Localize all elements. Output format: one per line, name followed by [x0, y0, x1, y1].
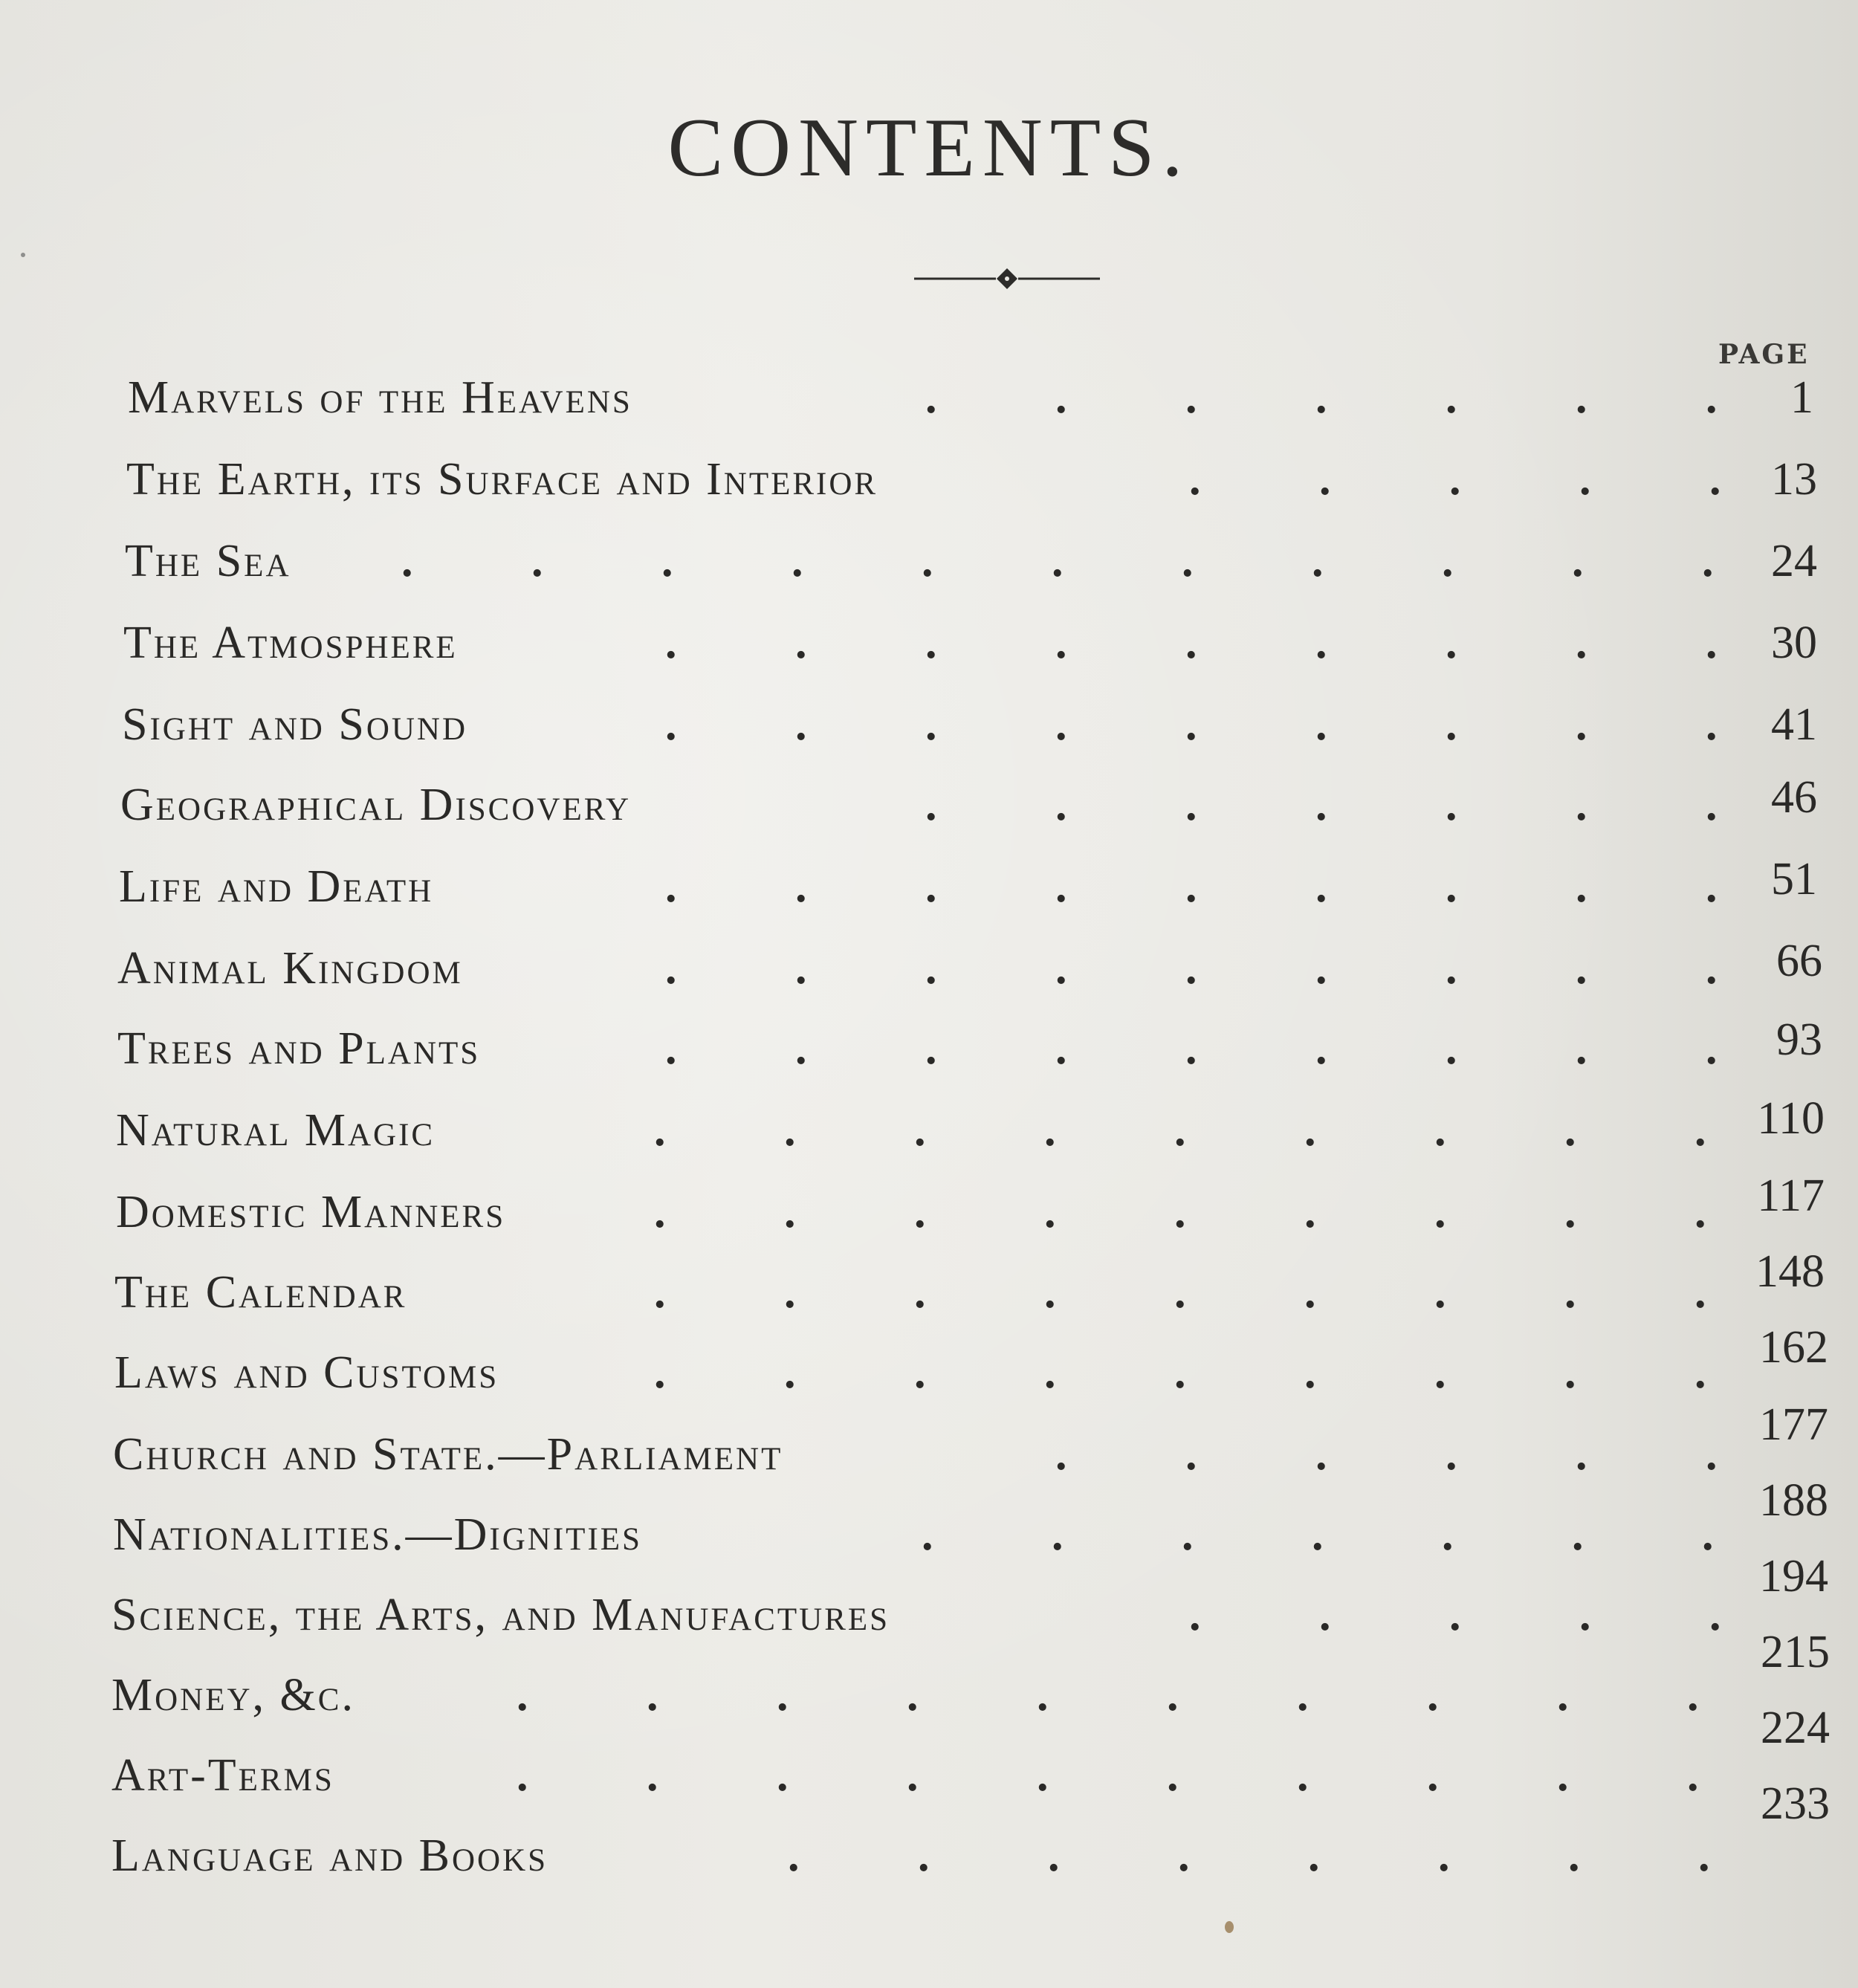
dot-leader: .	[925, 699, 937, 750]
dot-leader: .	[1706, 861, 1718, 912]
dot-leader: .	[1698, 1830, 1710, 1881]
dot-leader: .	[1315, 780, 1327, 830]
dot-leader: .	[1446, 699, 1457, 750]
dot-leader: .	[1167, 1670, 1179, 1720]
dot-leader: .	[1442, 1509, 1454, 1560]
dot-leader: .	[665, 943, 677, 994]
dot-leader: .	[1052, 536, 1064, 586]
toc-entry-page-number: 117	[1757, 1171, 1825, 1221]
dot-leader: .	[1304, 1105, 1316, 1156]
dot-leader: .	[1557, 1750, 1569, 1801]
dot-leader: .	[1706, 943, 1718, 994]
dot-leader: .	[517, 1670, 528, 1720]
dot-leader: .	[795, 699, 807, 750]
dot-leader: .	[1297, 1750, 1309, 1801]
dot-leader: .	[1185, 372, 1197, 423]
dot-leader: .	[1312, 1509, 1324, 1560]
toc-entry-title: Church and State.—Parliament	[113, 1429, 783, 1480]
dot-leader: .	[1174, 1105, 1186, 1156]
dot-leader: .	[1576, 943, 1587, 994]
dot-leader: .	[1449, 454, 1461, 505]
dot-leader: .	[1185, 861, 1197, 912]
dot-leader: .	[1055, 1429, 1067, 1480]
toc-entry-title: Domestic Manners	[116, 1187, 506, 1237]
dot-leader: .	[784, 1267, 796, 1318]
dot-leader: .	[1427, 1750, 1439, 1801]
toc-entry-page-number: 177	[1759, 1399, 1828, 1450]
toc-entry-title: Laws and Customs	[114, 1347, 499, 1398]
dot-leader: .	[1446, 1429, 1457, 1480]
dot-leader: .	[1315, 861, 1327, 912]
dot-leader: .	[1315, 1429, 1327, 1480]
toc-entry	[0, 1014, 1858, 1089]
dot-leader: .	[1702, 536, 1714, 586]
dot-leader: .	[784, 1347, 796, 1398]
dot-leader: .	[661, 536, 673, 586]
dot-leader: .	[1564, 1347, 1576, 1398]
dot-leader: .	[1702, 1509, 1714, 1560]
toc-entry	[0, 617, 1858, 684]
dot-leader: .	[925, 1023, 937, 1074]
toc-entry-title: Language and Books	[111, 1830, 548, 1881]
dot-leader: .	[1706, 372, 1718, 423]
dot-leader: .	[1189, 454, 1201, 505]
dot-leader: .	[1706, 1429, 1718, 1480]
dot-leader: .	[914, 1347, 926, 1398]
dot-leader: .	[1055, 1023, 1067, 1074]
dot-leader: .	[1434, 1267, 1446, 1318]
toc-entry-page-number: 110	[1757, 1093, 1825, 1144]
dot-leader: .	[1576, 1023, 1587, 1074]
dot-leader: .	[1055, 372, 1067, 423]
foxing-spot	[1225, 1921, 1234, 1933]
dot-leader: .	[647, 1750, 658, 1801]
dot-leader: .	[795, 943, 807, 994]
dot-leader: .	[665, 618, 677, 668]
dot-leader: .	[1706, 699, 1718, 750]
dot-leader: .	[1449, 1590, 1461, 1640]
toc-entry	[0, 1778, 1858, 1897]
dot-leader: .	[1576, 780, 1587, 830]
dot-leader: .	[1576, 618, 1587, 668]
dot-leader: .	[788, 1830, 800, 1881]
dot-leader: .	[654, 1347, 666, 1398]
dot-leader: .	[914, 1187, 926, 1237]
dot-leader: .	[1304, 1187, 1316, 1237]
toc-entry-page-number: 194	[1759, 1551, 1828, 1602]
dot-leader: .	[1694, 1105, 1706, 1156]
toc-entry-page-number: 13	[1771, 454, 1817, 505]
dot-leader: .	[925, 618, 937, 668]
dot-leader: .	[1446, 618, 1457, 668]
toc-entry-page-number: 162	[1759, 1322, 1828, 1373]
toc-entry	[0, 1322, 1858, 1414]
dot-leader: .	[517, 1750, 528, 1801]
dot-leader: .	[907, 1670, 919, 1720]
toc-entry	[0, 1246, 1858, 1333]
dot-leader: .	[1319, 454, 1331, 505]
toc-entry	[0, 453, 1858, 520]
dot-leader: .	[784, 1105, 796, 1156]
dot-leader: .	[401, 536, 413, 586]
dot-leader: .	[777, 1750, 789, 1801]
dot-leader: .	[792, 536, 803, 586]
dot-leader: .	[1446, 372, 1457, 423]
toc-entry	[0, 372, 1858, 438]
dot-leader: .	[1055, 861, 1067, 912]
dot-leader: .	[1572, 1509, 1584, 1560]
dot-leader: .	[1044, 1105, 1056, 1156]
toc-entry-page-number: 24	[1771, 536, 1817, 586]
dot-leader: .	[1446, 943, 1457, 994]
dot-leader: .	[1434, 1187, 1446, 1237]
dot-leader: .	[1055, 943, 1067, 994]
dot-leader: .	[1564, 1105, 1576, 1156]
dot-leader: .	[1174, 1347, 1186, 1398]
page-column-label: PAGE	[1718, 339, 1810, 370]
toc-entry-page-number: 51	[1771, 854, 1817, 904]
dot-leader: .	[1185, 699, 1197, 750]
dot-leader: .	[1564, 1187, 1576, 1237]
dot-leader: .	[1572, 536, 1584, 586]
toc-entry-page-number: 93	[1776, 1014, 1822, 1065]
toc-entry	[0, 1399, 1858, 1495]
dot-leader: .	[665, 861, 677, 912]
dot-leader: .	[777, 1670, 789, 1720]
toc-entry-title: Animal Kingdom	[117, 943, 463, 994]
toc-entry	[0, 854, 1858, 927]
dot-leader: .	[1312, 536, 1324, 586]
dot-leader: .	[1319, 1590, 1331, 1640]
toc-entry	[0, 535, 1858, 602]
dot-leader: .	[654, 1105, 666, 1156]
dot-leader: .	[1709, 454, 1721, 505]
dot-leader: .	[907, 1750, 919, 1801]
dot-leader: .	[1694, 1347, 1706, 1398]
dot-leader: .	[795, 618, 807, 668]
dot-leader: .	[1304, 1267, 1316, 1318]
dot-leader: .	[1308, 1830, 1320, 1881]
dot-leader: .	[1315, 943, 1327, 994]
toc-entry	[0, 772, 1858, 846]
dot-leader: .	[1442, 536, 1454, 586]
dot-leader: .	[1055, 699, 1067, 750]
toc-entry-title: The Earth, its Surface and Interior	[126, 454, 878, 505]
dot-leader: .	[1044, 1187, 1056, 1237]
dot-leader: .	[1315, 699, 1327, 750]
toc-entry	[0, 1703, 1858, 1816]
dot-leader: .	[1037, 1750, 1049, 1801]
dot-leader: .	[1052, 1509, 1064, 1560]
dot-leader: .	[1576, 372, 1587, 423]
dot-leader: .	[647, 1670, 658, 1720]
dot-leader: .	[1446, 780, 1457, 830]
toc-entry-page-number: 41	[1771, 699, 1817, 750]
dot-leader: .	[1687, 1670, 1699, 1720]
toc-entry	[0, 1627, 1858, 1736]
dot-leader: .	[1446, 861, 1457, 912]
dot-leader: .	[665, 1023, 677, 1074]
dot-leader: .	[654, 1267, 666, 1318]
toc-entry-title: Life and Death	[119, 861, 434, 912]
dot-leader: .	[1687, 1750, 1699, 1801]
dot-leader: .	[1434, 1347, 1446, 1398]
toc-entry-page-number: 46	[1771, 772, 1817, 823]
toc-entry-title: Geographical Discovery	[120, 780, 632, 830]
dot-leader: .	[1174, 1187, 1186, 1237]
dot-leader: .	[784, 1187, 796, 1237]
dot-leader: .	[1446, 1023, 1457, 1074]
dot-leader: .	[1048, 1830, 1060, 1881]
dot-leader: .	[1182, 536, 1194, 586]
dot-leader: .	[795, 861, 807, 912]
dot-leader: .	[1315, 618, 1327, 668]
toc-entry	[0, 1093, 1858, 1171]
toc-entry-title: Art-Terms	[111, 1750, 334, 1801]
toc-entry-page-number: 233	[1761, 1778, 1830, 1829]
dot-leader: .	[914, 1105, 926, 1156]
dot-leader: .	[1438, 1830, 1450, 1881]
dot-leader: .	[1576, 699, 1587, 750]
dot-leader: .	[1297, 1670, 1309, 1720]
dot-leader: .	[1709, 1590, 1721, 1640]
toc-entry	[0, 1171, 1858, 1253]
dot-leader: .	[1427, 1670, 1439, 1720]
toc-entry-page-number: 66	[1776, 936, 1822, 986]
dot-leader: .	[925, 372, 937, 423]
toc-entry	[0, 1475, 1858, 1576]
dot-leader: .	[1706, 780, 1718, 830]
toc-entry-title: Trees and Plants	[117, 1023, 481, 1074]
dot-leader: .	[925, 861, 937, 912]
dot-leader: .	[1167, 1750, 1179, 1801]
dot-leader: .	[1579, 454, 1591, 505]
dot-leader: .	[1706, 1023, 1718, 1074]
dot-leader: .	[1037, 1670, 1049, 1720]
dot-leader: .	[914, 1267, 926, 1318]
dot-leader: .	[922, 536, 933, 586]
dot-leader: .	[1576, 861, 1587, 912]
dot-leader: .	[1055, 618, 1067, 668]
dot-leader: .	[1304, 1347, 1316, 1398]
toc-entry-title: Money, &c.	[111, 1670, 355, 1720]
dot-leader: .	[925, 943, 937, 994]
dot-leader: .	[1315, 1023, 1327, 1074]
dot-leader: .	[1174, 1267, 1186, 1318]
dot-leader: .	[1434, 1105, 1446, 1156]
toc-entry-page-number: 30	[1771, 618, 1817, 668]
dot-leader: .	[1185, 1023, 1197, 1074]
toc-entry	[0, 1551, 1858, 1656]
toc-entry-page-number: 215	[1761, 1627, 1830, 1677]
toc-entry-page-number: 188	[1759, 1475, 1828, 1526]
dot-leader: .	[1579, 1590, 1591, 1640]
toc-entry-page-number: 224	[1761, 1703, 1830, 1753]
toc-entry-title: The Sea	[125, 536, 291, 586]
dot-leader: .	[918, 1830, 930, 1881]
toc-entry-page-number: 148	[1755, 1246, 1825, 1297]
dot-leader: .	[531, 536, 543, 586]
dot-leader: .	[1185, 618, 1197, 668]
toc-entry-page-number: 1	[1790, 372, 1813, 423]
dot-leader: .	[1706, 618, 1718, 668]
dot-leader: .	[1564, 1267, 1576, 1318]
toc-entry-title: Marvels of the Heavens	[128, 372, 632, 423]
dot-leader: .	[1185, 943, 1197, 994]
dot-leader: .	[925, 780, 937, 830]
dot-leader: .	[1189, 1590, 1201, 1640]
dot-leader: .	[1182, 1509, 1194, 1560]
dot-leader: .	[1044, 1347, 1056, 1398]
toc-entry-title: Nationalities.—Dignities	[113, 1509, 642, 1560]
dot-leader: .	[1178, 1830, 1190, 1881]
toc-entry-title: Science, the Arts, and Manufactures	[111, 1590, 890, 1640]
dot-leader: .	[1568, 1830, 1580, 1881]
dot-leader: .	[1055, 780, 1067, 830]
toc-entry-title: The Atmosphere	[123, 618, 458, 668]
dot-leader: .	[654, 1187, 666, 1237]
toc-entry-title: Natural Magic	[116, 1105, 436, 1156]
toc-entry-title: Sight and Sound	[122, 699, 468, 750]
dot-leader: .	[1315, 372, 1327, 423]
toc-entry	[0, 936, 1858, 1009]
dot-leader: .	[922, 1509, 933, 1560]
dot-leader: .	[1576, 1429, 1587, 1480]
dot-leader: .	[1185, 780, 1197, 830]
toc-entry-title: The Calendar	[114, 1267, 407, 1318]
contents-heading: CONTENTS.	[667, 102, 1191, 194]
dot-leader: .	[665, 699, 677, 750]
dot-leader: .	[1557, 1670, 1569, 1720]
dot-leader: .	[1044, 1267, 1056, 1318]
dot-leader: .	[1694, 1187, 1706, 1237]
toc-entry	[0, 699, 1858, 765]
dot-leader: .	[1185, 1429, 1197, 1480]
dot-leader: .	[1694, 1267, 1706, 1318]
dot-leader: .	[795, 1023, 807, 1074]
